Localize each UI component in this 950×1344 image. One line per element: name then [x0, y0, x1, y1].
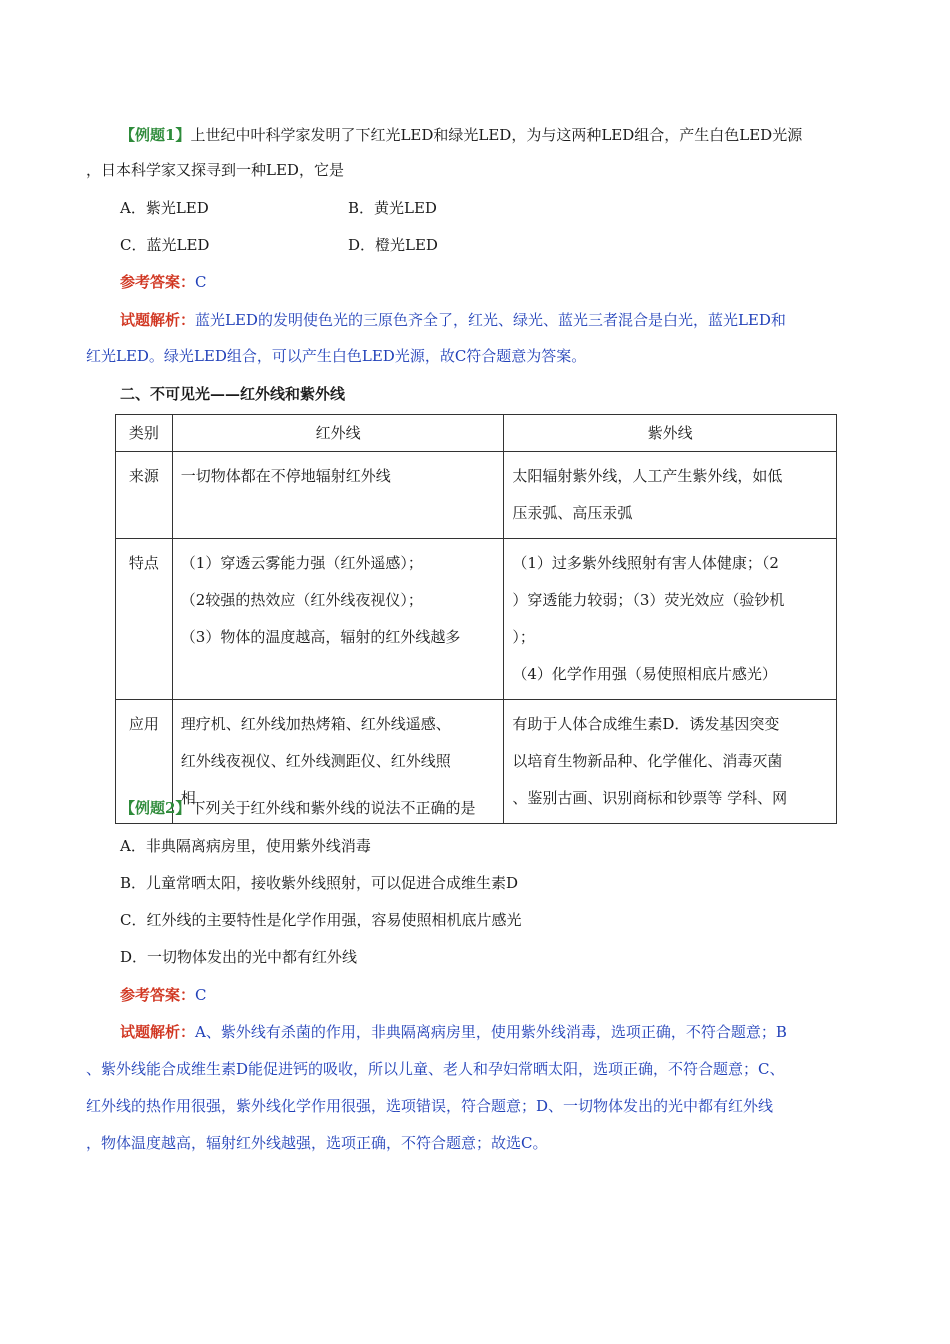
example2-option-d: D．一切物体发出的光中都有红外线 [120, 948, 358, 966]
example2-question-text: 下列关于红外线和紫外线的说法不正确的是 [190, 799, 476, 817]
table-header-category: 类别 [116, 415, 173, 452]
example1-option-d: D．橙光LED [348, 236, 438, 254]
cell-line: 太阳辐射紫外线，人工产生紫外线，如低 [512, 467, 783, 485]
example2-analysis-label: 试题解析： [120, 1023, 196, 1041]
table-cell-ultraviolet [504, 700, 837, 824]
cell-line: ）穿透能力较弱；（3）荧光效应（验钞机 [512, 591, 785, 609]
example2-analysis-line4: ，物体温度越高，辐射红外线越强，选项正确，不符合题意；故选C。 [86, 1134, 548, 1152]
example2-option-b: B．儿童常晒太阳，接收紫外线照射，可以促进合成维生素D [120, 874, 519, 892]
example2-option-a: A．非典隔离病房里，使用紫外线消毒 [120, 837, 371, 855]
cell-line: （4）化学作用强（易使照相底片感光） [512, 665, 777, 683]
cell-line: （1）过多紫外线照射有害人体健康；（2 [512, 554, 779, 572]
cell-line: 压汞弧、高压汞弧 [512, 504, 633, 522]
example2-analysis-line2: 、紫外线能合成维生素D能促进钙的吸收，所以儿童、老人和孕妇常晒太阳，选项正确，不符合题意；C、 [86, 1060, 785, 1078]
table-cell-infrared [172, 452, 504, 539]
example2-analysis-line1 [120, 1022, 787, 1042]
example2-tag: 【例题2】 [120, 799, 191, 817]
table-cell-ultraviolet [504, 539, 837, 700]
cell-line: 一切物体都在不停地辐射红外线 [180, 467, 391, 485]
cell-line: 红外线夜视仪、红外线测距仪、红外线照 [180, 752, 451, 770]
cell-line: 有助于人体合成维生素D．诱发基因突变 [512, 715, 780, 733]
table-row-features [116, 539, 837, 700]
example1-answer [120, 272, 207, 292]
table-row-source [116, 452, 837, 539]
table-row-label: 应用 [116, 700, 173, 824]
ir-uv-comparison-table [115, 414, 837, 824]
example1-analysis-label: 试题解析： [120, 311, 196, 329]
table-cell-ultraviolet [504, 452, 837, 539]
example2-answer-label: 参考答案： [120, 986, 196, 1004]
example1-option-a: A．紫光LED [120, 199, 209, 217]
cell-line: 理疗机、红外线加热烤箱、红外线遥感、 [180, 715, 451, 733]
example2-analysis-text1: A、紫外线有杀菌的作用，非典隔离病房里，使用紫外线消毒，选项正确，不符合题意；B [195, 1023, 787, 1041]
cell-line: （1）穿透云雾能力强（红外遥感）； [180, 554, 423, 572]
table-cell-infrared [172, 539, 504, 700]
example2-answer-value: C [195, 986, 207, 1004]
example2-answer [120, 985, 207, 1005]
example2-question [120, 798, 475, 818]
example2-option-c: C．红外线的主要特性是化学作用强，容易使照相机底片感光 [120, 911, 522, 929]
cell-line: ）； [512, 628, 535, 646]
table-row-label: 特点 [116, 539, 173, 700]
cell-line: 相 [180, 789, 196, 807]
cell-line: （3）物体的温度越高，辐射的红外线越多 [180, 628, 461, 646]
cell-line: （2较强的热效应（红外线夜视仪）； [180, 591, 423, 609]
example1-question-line2: ，日本科学家又探寻到一种LED，它是 [86, 161, 344, 179]
table-header-ultraviolet: 紫外线 [504, 415, 837, 452]
example1-tag: 【例题1】 [120, 126, 191, 144]
example1-analysis-text1: 蓝光LED的发明使色光的三原色齐全了，红光、绿光、蓝光三者混合是白光，蓝光LED和 [195, 311, 786, 329]
example2-analysis-line3: 红外线的热作用很强，紫外线化学作用很强，选项错误，符合题意；D、一切物体发出的光中都有红外线 [86, 1097, 774, 1115]
table-row-label: 来源 [116, 452, 173, 539]
cell-line: 以培育生物新品种、化学催化、消毒灭菌 [512, 752, 783, 770]
example1-option-b: B．黄光LED [348, 199, 437, 217]
example1-answer-value: C [195, 273, 207, 291]
example1-analysis-line2: 红光LED。绿光LED组合，可以产生白色LED光源，故C符合题意为答案。 [86, 347, 587, 365]
example1-option-c: C．蓝光LED [120, 236, 210, 254]
example1-analysis-line1 [120, 310, 786, 330]
table-header-row [116, 415, 837, 452]
example1-answer-label: 参考答案： [120, 273, 196, 291]
example1-question-text: 上世纪中叶科学家发明了下红光LED和绿光LED，为与这两种LED组合，产生白色LED光源 [190, 126, 803, 144]
section2-heading: 二、不可见光——红外线和紫外线 [120, 385, 346, 403]
example1-question-line1 [120, 125, 802, 145]
table-header-infrared: 红外线 [172, 415, 504, 452]
cell-line: 、鉴别古画、识别商标和钞票等 学科、网 [512, 789, 788, 807]
